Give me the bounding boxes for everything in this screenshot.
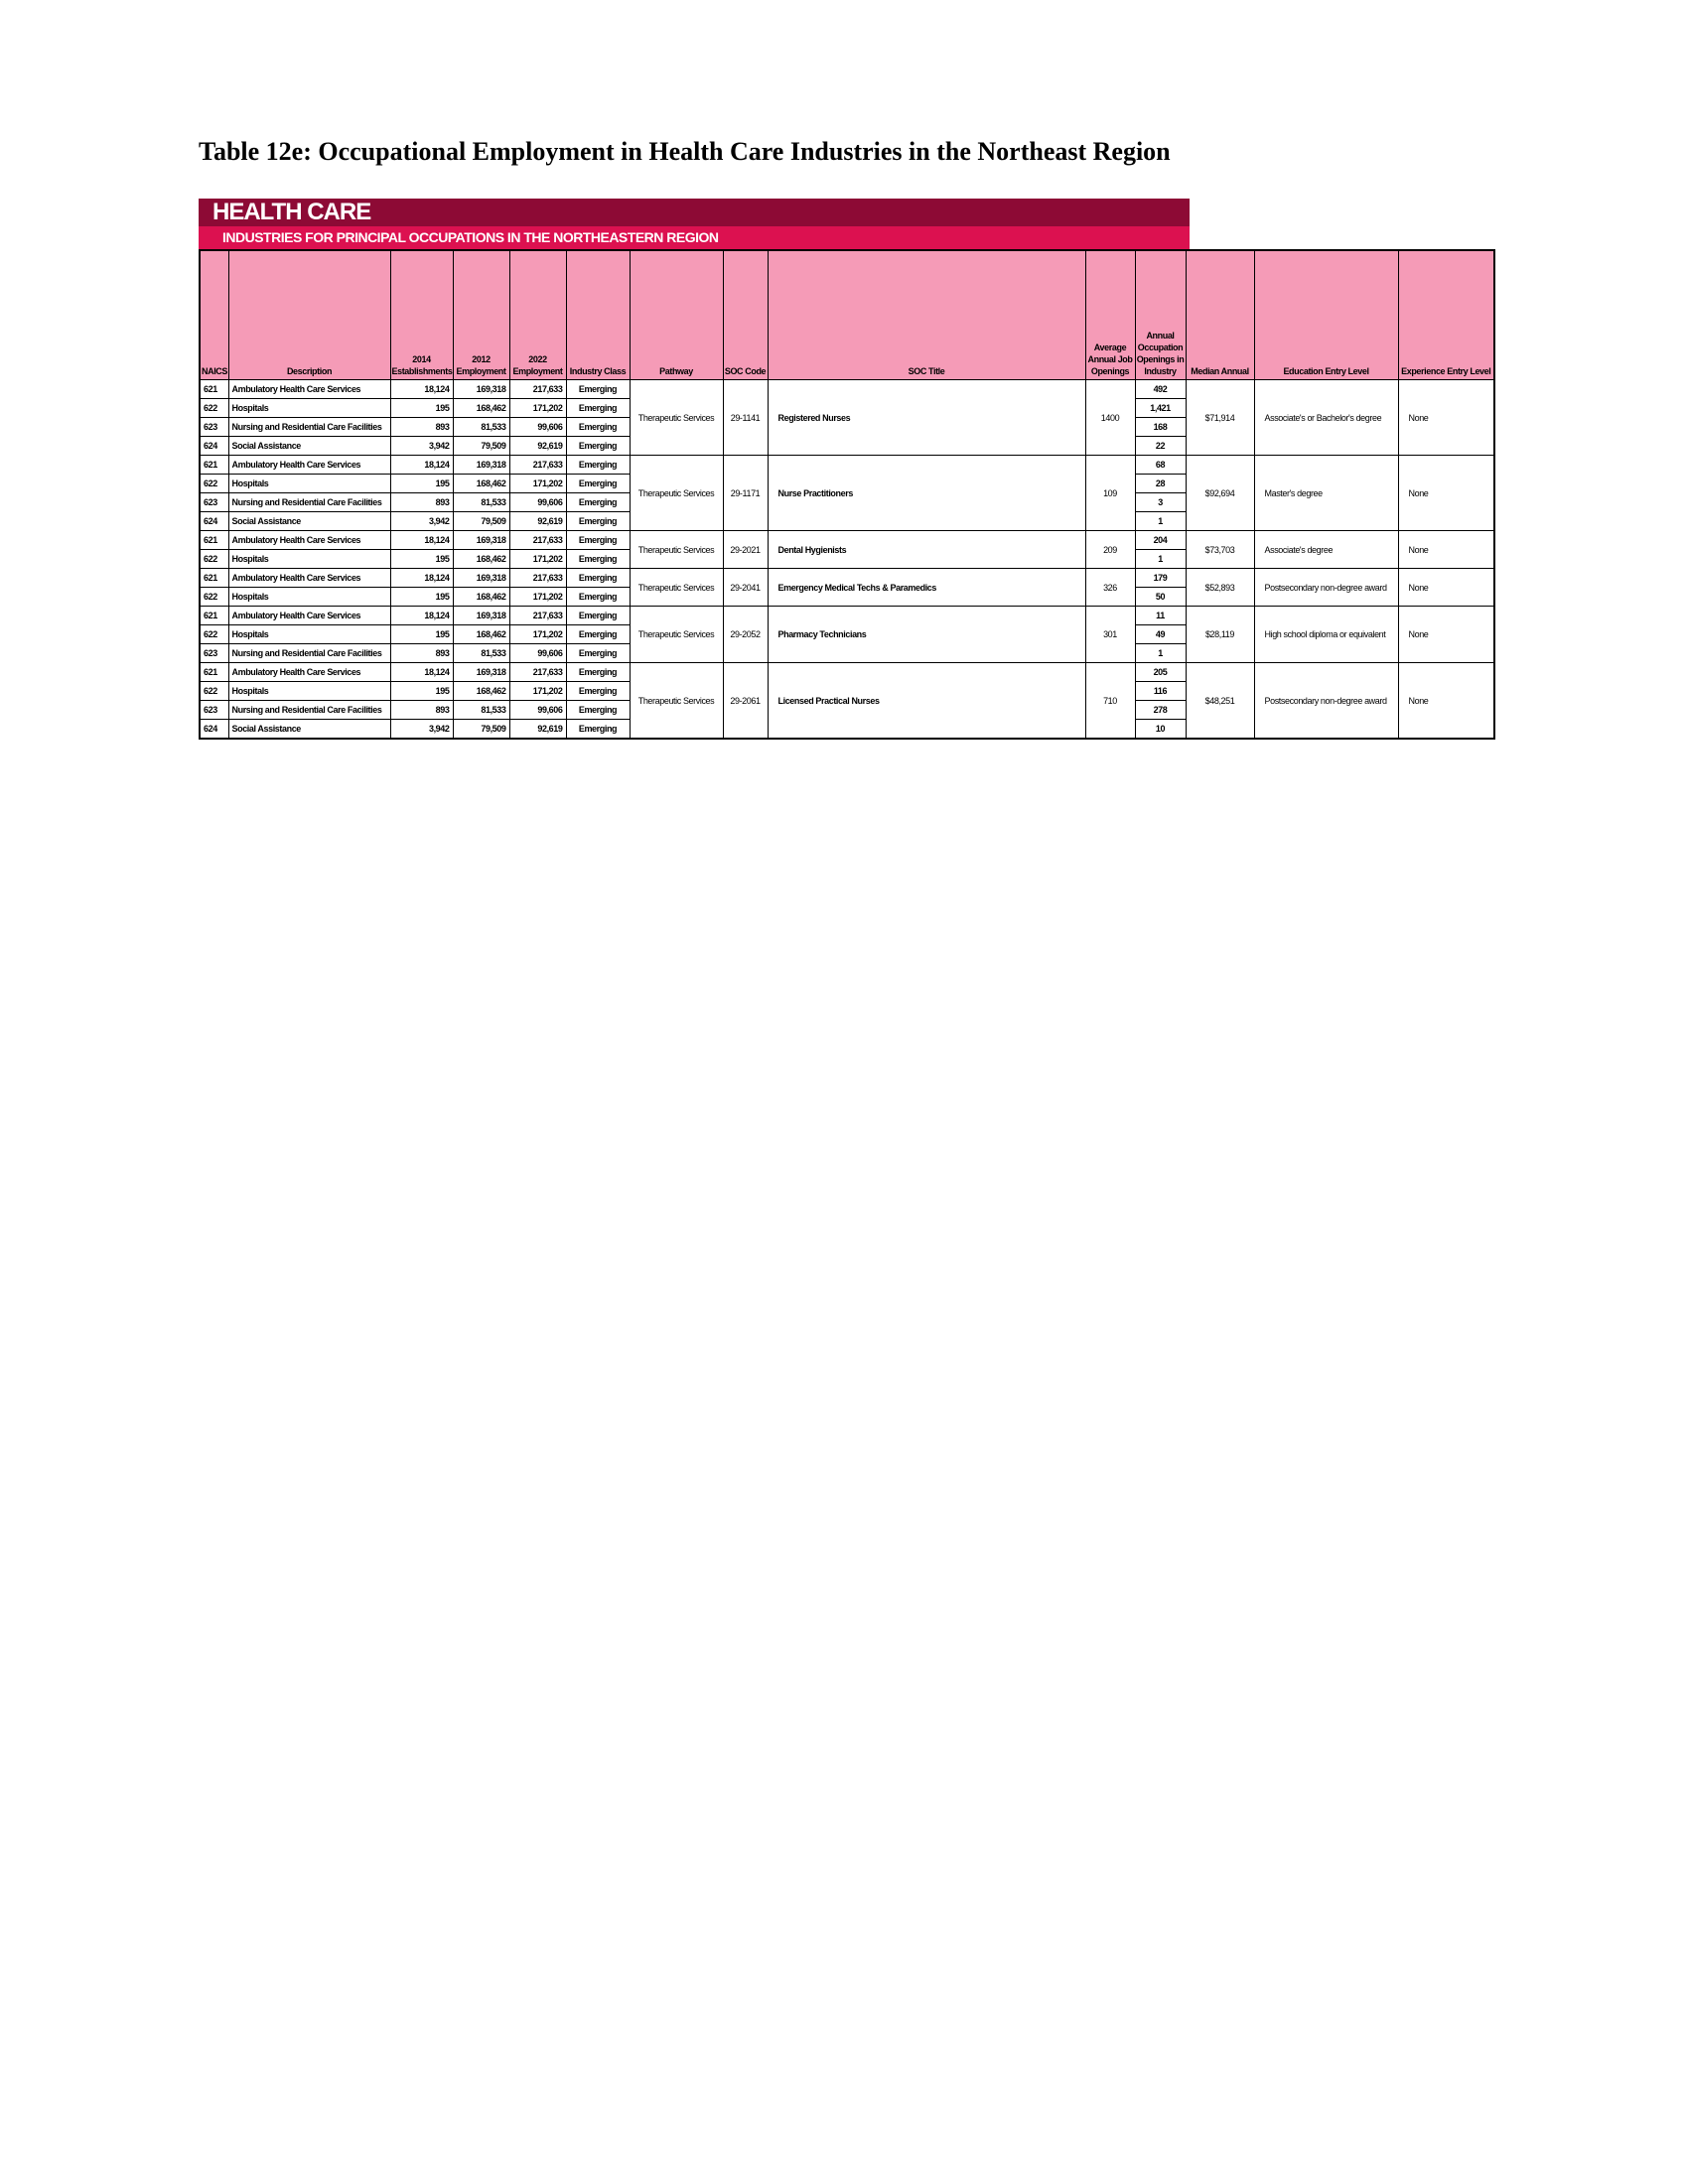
avg-annual-openings-cell: 1400 — [1085, 380, 1135, 456]
employment-2022-cell: 92,619 — [509, 512, 566, 531]
page-title: Table 12e: Occupational Employment in Health Care Industries in the Northeast Region — [199, 137, 1171, 166]
pathway-cell: Therapeutic Services — [630, 380, 723, 456]
median-annual-cell: $48,251 — [1186, 663, 1254, 740]
naics-cell: 621 — [200, 663, 228, 682]
industry-openings-cell: 28 — [1135, 475, 1186, 493]
naics-cell: 622 — [200, 550, 228, 569]
industry-openings-cell: 1 — [1135, 512, 1186, 531]
description-cell: Ambulatory Health Care Services — [228, 663, 390, 682]
establishments-cell: 893 — [390, 701, 453, 720]
establishments-cell: 18,124 — [390, 456, 453, 475]
soc-title-cell: Registered Nurses — [768, 380, 1085, 456]
naics-cell: 621 — [200, 380, 228, 399]
description-cell: Social Assistance — [228, 437, 390, 456]
header-soc-title: SOC Title — [768, 250, 1085, 380]
industry-openings-cell: 10 — [1135, 720, 1186, 740]
industry-class-cell: Emerging — [566, 625, 630, 644]
header-experience-entry-level: Experience Entry Level — [1398, 250, 1494, 380]
industry-openings-cell: 68 — [1135, 456, 1186, 475]
employment-2022-cell: 171,202 — [509, 550, 566, 569]
naics-cell: 623 — [200, 418, 228, 437]
naics-cell: 623 — [200, 701, 228, 720]
header-pathway: Pathway — [630, 250, 723, 380]
soc-code-cell: 29-1141 — [723, 380, 768, 456]
industry-openings-cell: 205 — [1135, 663, 1186, 682]
header-education-entry-level: Education Entry Level — [1254, 250, 1398, 380]
median-annual-cell: $73,703 — [1186, 531, 1254, 569]
table-row — [200, 607, 1494, 625]
employment-2012-cell: 169,318 — [453, 607, 509, 625]
naics-cell: 622 — [200, 625, 228, 644]
header-industry-openings: Annual Occupation Openings in Industry — [1135, 250, 1186, 380]
avg-annual-openings-cell: 710 — [1085, 663, 1135, 740]
industry-openings-cell: 3 — [1135, 493, 1186, 512]
header-avg-annual-openings: Average Annual Job Openings — [1085, 250, 1135, 380]
employment-2022-cell: 217,633 — [509, 569, 566, 588]
description-cell: Hospitals — [228, 625, 390, 644]
employment-2012-cell: 169,318 — [453, 531, 509, 550]
avg-annual-openings-cell: 301 — [1085, 607, 1135, 663]
industry-openings-cell: 179 — [1135, 569, 1186, 588]
employment-2022-cell: 171,202 — [509, 475, 566, 493]
description-cell: Nursing and Residential Care Facilities — [228, 418, 390, 437]
industry-class-cell: Emerging — [566, 682, 630, 701]
establishments-cell: 893 — [390, 493, 453, 512]
table-row — [200, 663, 1494, 682]
industry-openings-cell: 168 — [1135, 418, 1186, 437]
naics-cell: 621 — [200, 531, 228, 550]
industry-openings-cell: 278 — [1135, 701, 1186, 720]
employment-2012-cell: 79,509 — [453, 512, 509, 531]
header-naics: NAICS — [200, 250, 228, 380]
industry-openings-cell: 1 — [1135, 644, 1186, 663]
industry-openings-cell: 49 — [1135, 625, 1186, 644]
header-industry-class: Industry Class — [566, 250, 630, 380]
experience-entry-level-cell: None — [1398, 663, 1494, 740]
description-cell: Hospitals — [228, 475, 390, 493]
soc-title-cell: Emergency Medical Techs & Paramedics — [768, 569, 1085, 607]
education-entry-level-cell: Postsecondary non-degree award — [1254, 569, 1398, 607]
employment-2022-cell: 217,633 — [509, 531, 566, 550]
employment-2012-cell: 168,462 — [453, 550, 509, 569]
employment-2012-cell: 81,533 — [453, 493, 509, 512]
naics-cell: 622 — [200, 399, 228, 418]
employment-2022-cell: 171,202 — [509, 625, 566, 644]
establishments-cell: 3,942 — [390, 437, 453, 456]
education-entry-level-cell: Master's degree — [1254, 456, 1398, 531]
pathway-cell: Therapeutic Services — [630, 663, 723, 740]
employment-2012-cell: 168,462 — [453, 475, 509, 493]
industry-openings-cell: 50 — [1135, 588, 1186, 607]
occupational-employment-table — [199, 249, 1495, 740]
employment-2022-cell: 99,606 — [509, 418, 566, 437]
industry-class-cell: Emerging — [566, 437, 630, 456]
establishments-cell: 195 — [390, 550, 453, 569]
naics-cell: 624 — [200, 512, 228, 531]
establishments-cell: 18,124 — [390, 663, 453, 682]
establishments-cell: 3,942 — [390, 512, 453, 531]
table-row — [200, 380, 1494, 399]
industry-class-cell: Emerging — [566, 399, 630, 418]
employment-2012-cell: 79,509 — [453, 720, 509, 740]
pathway-cell: Therapeutic Services — [630, 456, 723, 531]
industry-class-cell: Emerging — [566, 701, 630, 720]
establishments-cell: 195 — [390, 399, 453, 418]
table-row — [200, 456, 1494, 475]
soc-code-cell: 29-1171 — [723, 456, 768, 531]
banner-title: HEALTH CARE — [199, 199, 1190, 226]
description-cell: Nursing and Residential Care Facilities — [228, 644, 390, 663]
avg-annual-openings-cell: 109 — [1085, 456, 1135, 531]
naics-cell: 623 — [200, 493, 228, 512]
employment-2022-cell: 217,633 — [509, 663, 566, 682]
avg-annual-openings-cell: 326 — [1085, 569, 1135, 607]
description-cell: Hospitals — [228, 588, 390, 607]
employment-2022-cell: 217,633 — [509, 456, 566, 475]
soc-title-cell: Pharmacy Technicians — [768, 607, 1085, 663]
description-cell: Ambulatory Health Care Services — [228, 569, 390, 588]
header-employment-2012: 2012 Employment — [453, 250, 509, 380]
establishments-cell: 195 — [390, 588, 453, 607]
header-median-annual: Median Annual — [1186, 250, 1254, 380]
soc-code-cell: 29-2021 — [723, 531, 768, 569]
employment-2012-cell: 169,318 — [453, 380, 509, 399]
employment-2022-cell: 99,606 — [509, 493, 566, 512]
naics-cell: 621 — [200, 569, 228, 588]
employment-2012-cell: 169,318 — [453, 663, 509, 682]
establishments-cell: 18,124 — [390, 531, 453, 550]
header-employment-2022: 2022 Employment — [509, 250, 566, 380]
description-cell: Nursing and Residential Care Facilities — [228, 493, 390, 512]
establishments-cell: 893 — [390, 418, 453, 437]
description-cell: Social Assistance — [228, 720, 390, 740]
description-cell: Hospitals — [228, 682, 390, 701]
industry-class-cell: Emerging — [566, 550, 630, 569]
experience-entry-level-cell: None — [1398, 380, 1494, 456]
soc-title-cell: Dental Hygienists — [768, 531, 1085, 569]
establishments-cell: 195 — [390, 682, 453, 701]
soc-code-cell: 29-2052 — [723, 607, 768, 663]
employment-2012-cell: 168,462 — [453, 588, 509, 607]
industry-openings-cell: 1 — [1135, 550, 1186, 569]
employment-2022-cell: 92,619 — [509, 437, 566, 456]
header-establishments-2014: 2014 Establishments — [390, 250, 453, 380]
education-entry-level-cell: Postsecondary non-degree award — [1254, 663, 1398, 740]
description-cell: Ambulatory Health Care Services — [228, 380, 390, 399]
employment-2022-cell: 92,619 — [509, 720, 566, 740]
naics-cell: 621 — [200, 607, 228, 625]
employment-2022-cell: 99,606 — [509, 644, 566, 663]
establishments-cell: 18,124 — [390, 607, 453, 625]
description-cell: Hospitals — [228, 550, 390, 569]
table-row — [200, 531, 1494, 550]
employment-2012-cell: 81,533 — [453, 701, 509, 720]
naics-cell: 622 — [200, 682, 228, 701]
industry-class-cell: Emerging — [566, 380, 630, 399]
establishments-cell: 195 — [390, 475, 453, 493]
education-entry-level-cell: Associate's degree — [1254, 531, 1398, 569]
employment-2012-cell: 169,318 — [453, 569, 509, 588]
naics-cell: 621 — [200, 456, 228, 475]
industry-openings-cell: 22 — [1135, 437, 1186, 456]
soc-code-cell: 29-2041 — [723, 569, 768, 607]
experience-entry-level-cell: None — [1398, 607, 1494, 663]
employment-2012-cell: 81,533 — [453, 644, 509, 663]
employment-2022-cell: 171,202 — [509, 682, 566, 701]
establishments-cell: 195 — [390, 625, 453, 644]
industry-class-cell: Emerging — [566, 588, 630, 607]
industry-openings-cell: 11 — [1135, 607, 1186, 625]
pathway-cell: Therapeutic Services — [630, 531, 723, 569]
employment-2012-cell: 168,462 — [453, 399, 509, 418]
industry-class-cell: Emerging — [566, 418, 630, 437]
employment-2012-cell: 168,462 — [453, 682, 509, 701]
employment-2022-cell: 217,633 — [509, 380, 566, 399]
description-cell: Nursing and Residential Care Facilities — [228, 701, 390, 720]
naics-cell: 624 — [200, 437, 228, 456]
table-body — [200, 380, 1494, 740]
median-annual-cell: $28,119 — [1186, 607, 1254, 663]
employment-2022-cell: 99,606 — [509, 701, 566, 720]
industry-openings-cell: 1,421 — [1135, 399, 1186, 418]
description-cell: Ambulatory Health Care Services — [228, 456, 390, 475]
industry-openings-cell: 492 — [1135, 380, 1186, 399]
employment-2012-cell: 168,462 — [453, 625, 509, 644]
experience-entry-level-cell: None — [1398, 531, 1494, 569]
naics-cell: 622 — [200, 588, 228, 607]
banner-subtitle: INDUSTRIES FOR PRINCIPAL OCCUPATIONS IN THE NORTHEASTERN REGION — [199, 226, 1190, 249]
header-row — [200, 250, 1494, 380]
establishments-cell: 893 — [390, 644, 453, 663]
employment-2022-cell: 171,202 — [509, 399, 566, 418]
industry-class-cell: Emerging — [566, 644, 630, 663]
experience-entry-level-cell: None — [1398, 456, 1494, 531]
industry-openings-cell: 204 — [1135, 531, 1186, 550]
employment-2022-cell: 171,202 — [509, 588, 566, 607]
industry-class-cell: Emerging — [566, 569, 630, 588]
pathway-cell: Therapeutic Services — [630, 607, 723, 663]
naics-cell: 622 — [200, 475, 228, 493]
industry-class-cell: Emerging — [566, 720, 630, 740]
education-entry-level-cell: High school diploma or equivalent — [1254, 607, 1398, 663]
employment-2012-cell: 169,318 — [453, 456, 509, 475]
table-row — [200, 569, 1494, 588]
median-annual-cell: $52,893 — [1186, 569, 1254, 607]
header-description: Description — [228, 250, 390, 380]
industry-class-cell: Emerging — [566, 475, 630, 493]
naics-cell: 623 — [200, 644, 228, 663]
health-care-banner — [199, 199, 1190, 249]
establishments-cell: 18,124 — [390, 380, 453, 399]
industry-openings-cell: 116 — [1135, 682, 1186, 701]
soc-title-cell: Licensed Practical Nurses — [768, 663, 1085, 740]
description-cell: Hospitals — [228, 399, 390, 418]
industry-class-cell: Emerging — [566, 607, 630, 625]
experience-entry-level-cell: None — [1398, 569, 1494, 607]
employment-2012-cell: 81,533 — [453, 418, 509, 437]
header-soc-code: SOC Code — [723, 250, 768, 380]
soc-code-cell: 29-2061 — [723, 663, 768, 740]
establishments-cell: 18,124 — [390, 569, 453, 588]
industry-class-cell: Emerging — [566, 493, 630, 512]
employment-2012-cell: 79,509 — [453, 437, 509, 456]
establishments-cell: 3,942 — [390, 720, 453, 740]
naics-cell: 624 — [200, 720, 228, 740]
industry-class-cell: Emerging — [566, 663, 630, 682]
description-cell: Social Assistance — [228, 512, 390, 531]
median-annual-cell: $92,694 — [1186, 456, 1254, 531]
avg-annual-openings-cell: 209 — [1085, 531, 1135, 569]
pathway-cell: Therapeutic Services — [630, 569, 723, 607]
industry-class-cell: Emerging — [566, 531, 630, 550]
industry-class-cell: Emerging — [566, 456, 630, 475]
industry-class-cell: Emerging — [566, 512, 630, 531]
median-annual-cell: $71,914 — [1186, 380, 1254, 456]
soc-title-cell: Nurse Practitioners — [768, 456, 1085, 531]
description-cell: Ambulatory Health Care Services — [228, 531, 390, 550]
description-cell: Ambulatory Health Care Services — [228, 607, 390, 625]
employment-2022-cell: 217,633 — [509, 607, 566, 625]
education-entry-level-cell: Associate's or Bachelor's degree — [1254, 380, 1398, 456]
